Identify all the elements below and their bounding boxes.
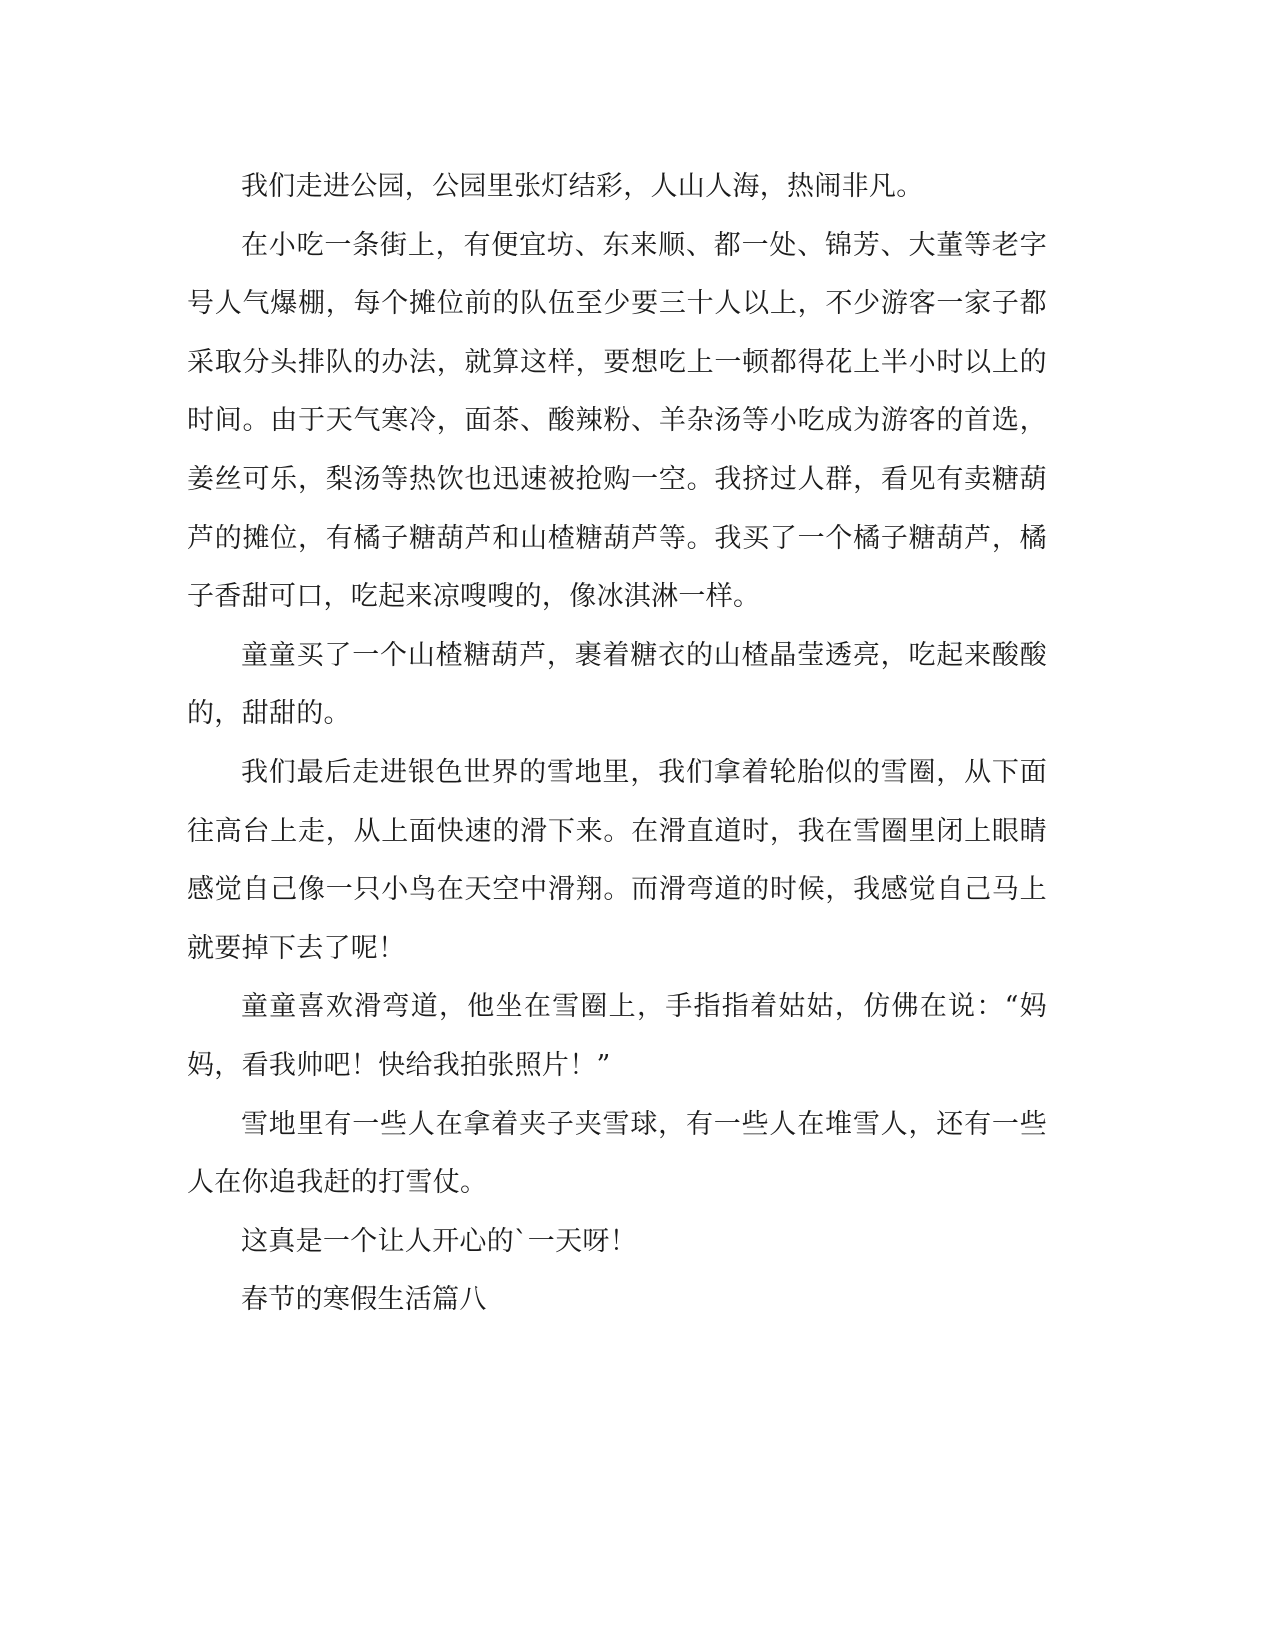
paragraph-snow-activities: 雪地里有一些人在拿着夹子夹雪球，有一些人在堆雪人，还有一些人在你追我赶的打雪仗。 <box>187 1108 1047 1199</box>
paragraph-snack-street: 在小吃一条街上，有便宜坊、东来顺、都一处、锦芳、大董等老字号人气爆棚，每个摊位前的队伍至少要三十人以上，不少游客一家子都采取分头排队的办法，就算这样，要想吃上一顿都得花上半小时以上的时间。由于天气寒冷，面茶、酸辣粉、羊杂汤等小吃成为游客的首选，姜丝可乐，梨汤等热饮也迅速被抢购一空。我挤过人群，看见有卖糖葫芦的摊位，有橘子糖葫芦和山楂糖葫芦等。我买了一个橘子糖葫芦，橘子香甜可口，吃起来凉嗖嗖的，像冰淇淋一样。 <box>187 229 1047 613</box>
paragraph-park-entrance: 我们走进公园，公园里张灯结彩，人山人海，热闹非凡。 <box>241 171 924 202</box>
section-heading: 春节的寒假生活篇八 <box>241 1284 487 1316</box>
paragraph-happy-day: 这真是一个让人开心的`一天呀！ <box>241 1225 637 1257</box>
paragraph-snow-field: 我们最后走进银色世界的雪地里，我们拿着轮胎似的雪圈，从下面往高台上走，从上面快速的滑下来。在滑直道时，我在雪圈里闭上眼睛感觉自己像一只小鸟在天空中滑翔。而滑弯道的时候，我感觉自己马上就要掉下去了呢！ <box>187 756 1047 964</box>
document-body <box>187 158 1047 1330</box>
paragraph-hawthorn-candy: 童童买了一个山楂糖葫芦，裹着糖衣的山楂晶莹透亮，吃起来酸酸的，甜甜的。 <box>187 639 1047 730</box>
paragraph-curved-slide: 童童喜欢滑弯道，他坐在雪圈上，手指指着姑姑，仿佛在说：“妈妈，看我帅吧！快给我拍张照片！” <box>187 991 1047 1081</box>
